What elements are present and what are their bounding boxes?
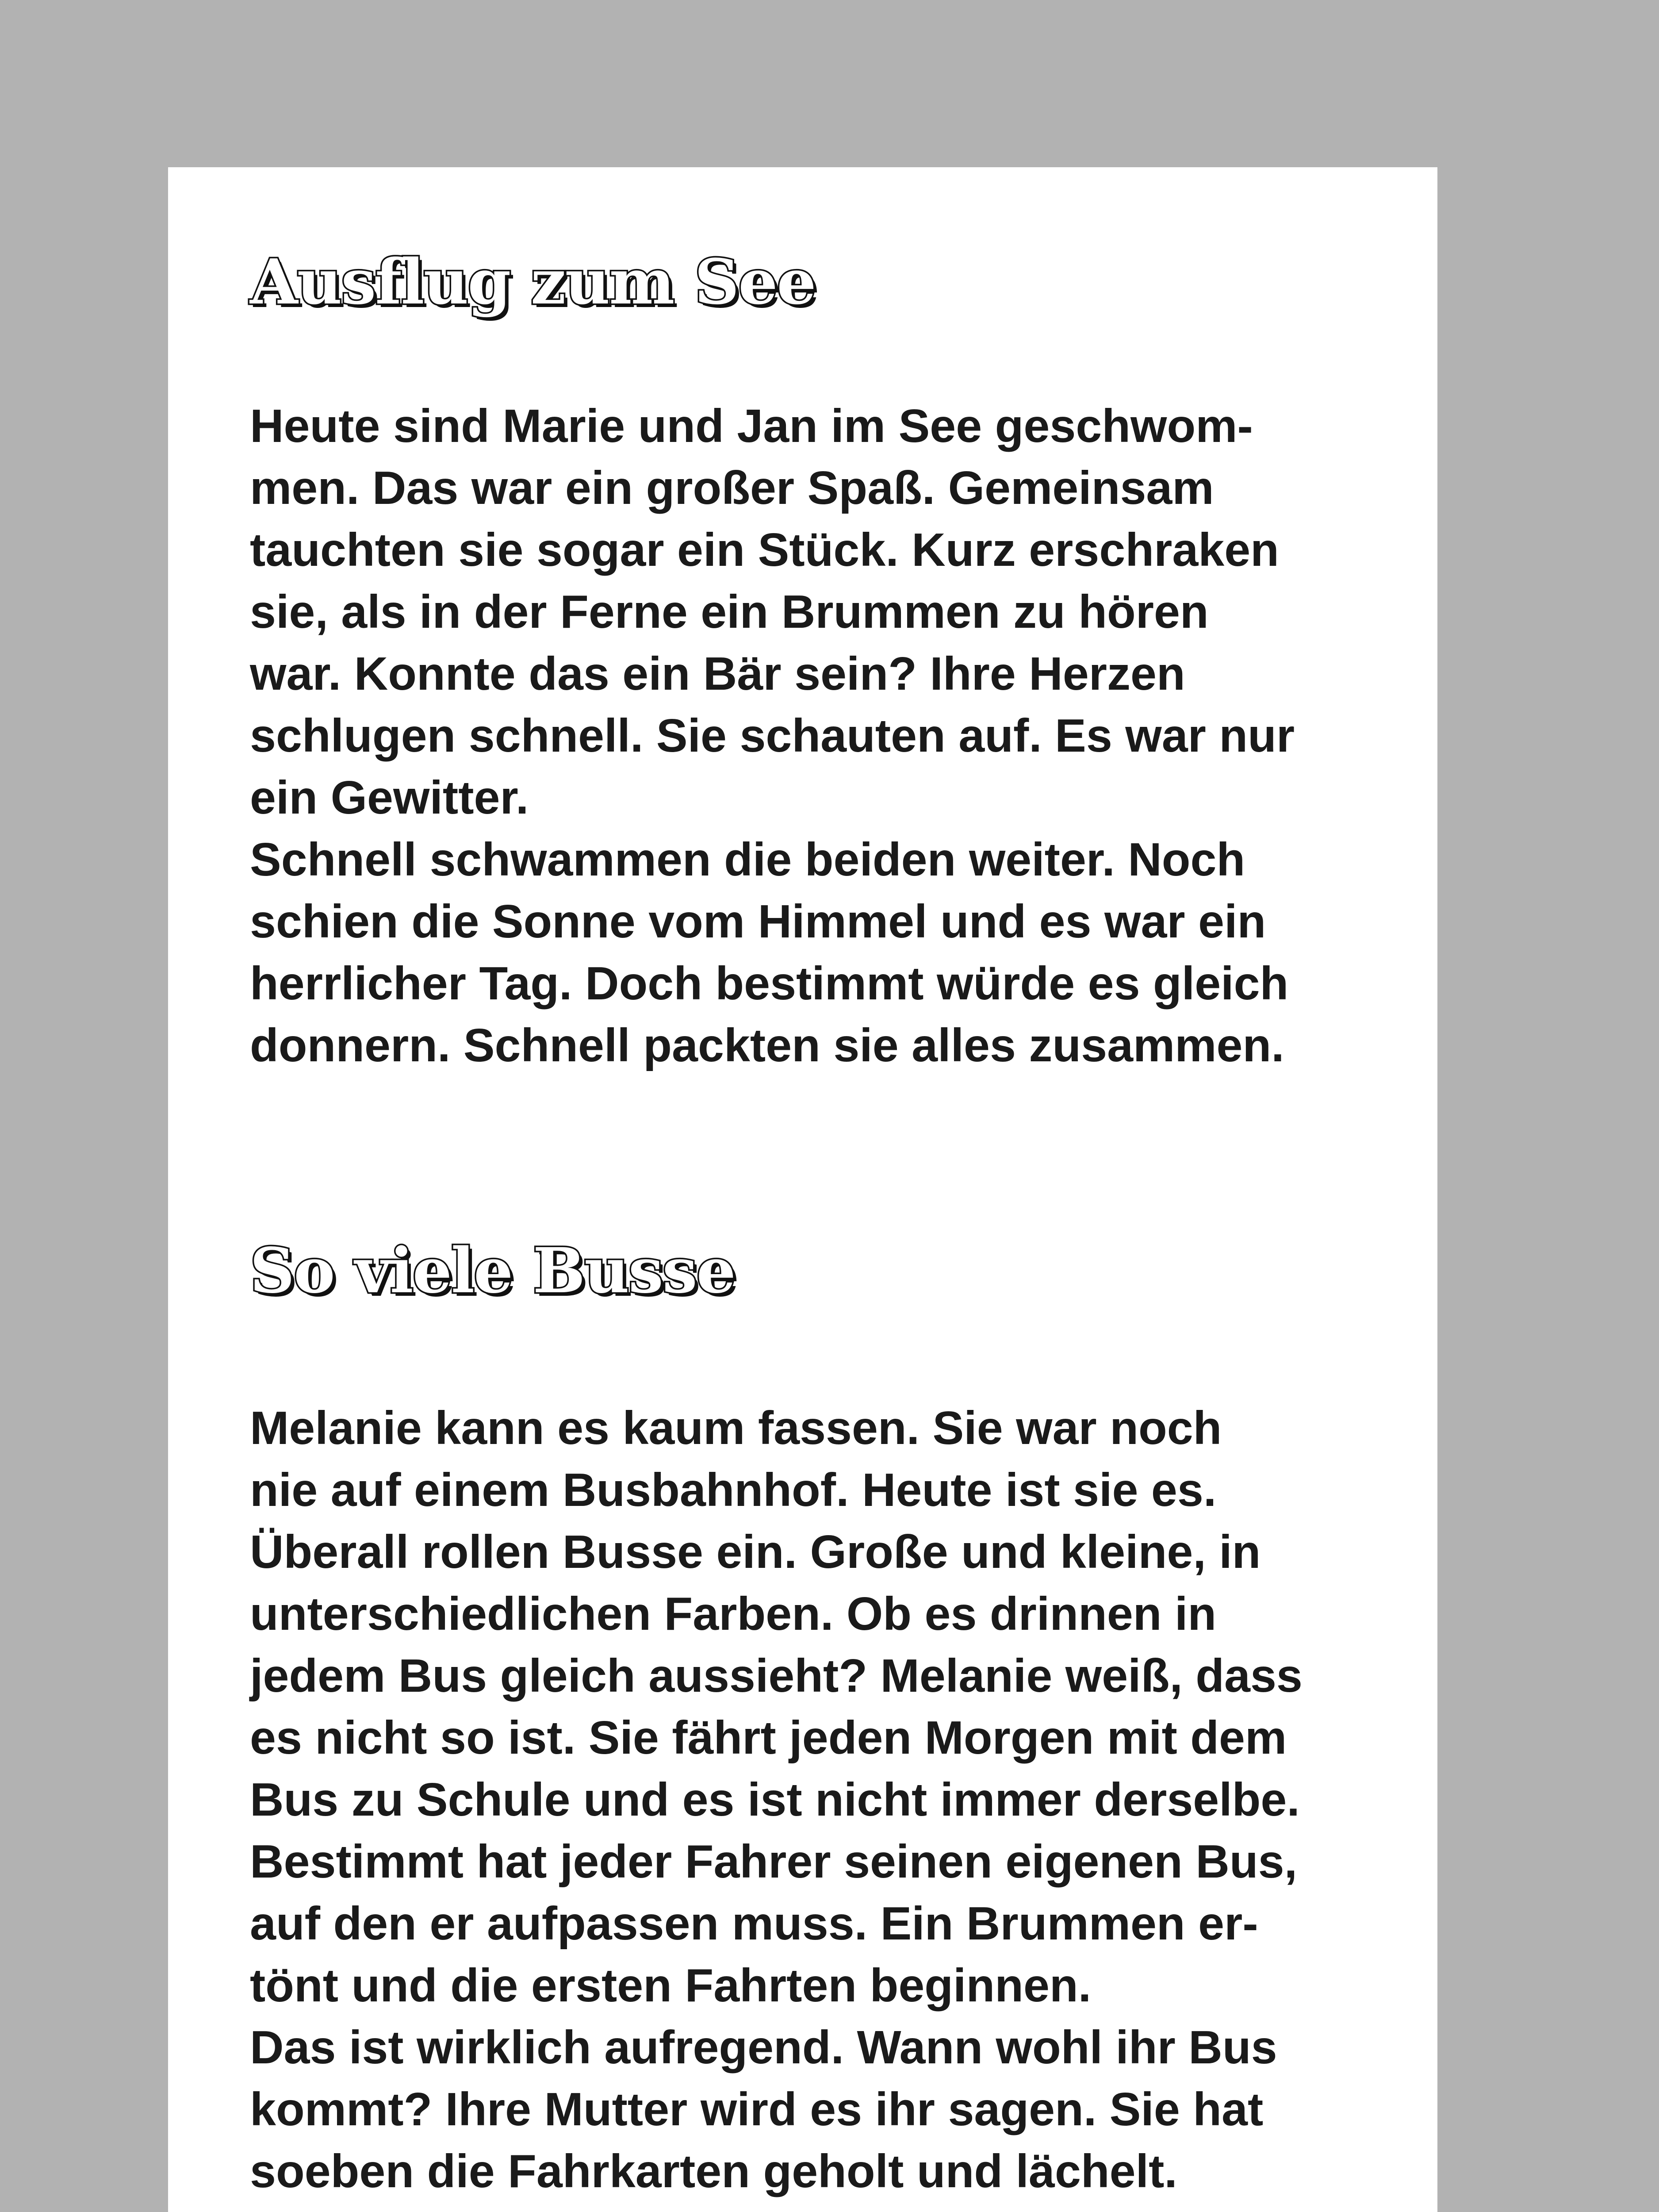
story-body xyxy=(250,1397,1382,2202)
text-line: es nicht so ist. Sie fährt jeden Morgen mit dem xyxy=(250,1712,1287,1764)
story-ausflug-zum-see xyxy=(250,246,1382,1076)
text-line: jedem Bus gleich aussieht? Melanie weiß, dass xyxy=(250,1650,1303,1702)
text-line: ein Gewitter. xyxy=(250,772,529,824)
text-line: Bus zu Schule und es ist nicht immer derselbe. xyxy=(250,1774,1300,1826)
text-line: Melanie kann es kaum fassen. Sie war noch xyxy=(250,1402,1222,1454)
text-line: kommt? Ihre Mutter wird es ihr sagen. Sie hat xyxy=(250,2083,1264,2135)
text-line: Bestimmt hat jeder Fahrer seinen eigenen Bus, xyxy=(250,1836,1298,1888)
text-line: tauchten sie sogar ein Stück. Kurz erschraken xyxy=(250,524,1279,576)
story-title: Ausflug zum See xyxy=(250,246,816,319)
text-line: donnern. Schnell packten sie alles zusammen. xyxy=(250,1019,1284,1071)
text-line: soeben die Fahrkarten geholt und lächelt. xyxy=(250,2145,1177,2197)
text-line: herrlicher Tag. Doch bestimmt würde es gleich xyxy=(250,957,1289,1010)
text-line: nie auf einem Busbahnhof. Heute ist sie es. xyxy=(250,1464,1217,1516)
book-page xyxy=(168,167,1437,2212)
text-line: schlugen schnell. Sie schauten auf. Es war nur xyxy=(250,710,1295,762)
text-line: Schnell schwammen die beiden weiter. Noch xyxy=(250,833,1245,886)
text-line: sie, als in der Ferne ein Brummen zu hören xyxy=(250,586,1209,638)
text-line: schien die Sonne vom Himmel und es war ein xyxy=(250,895,1266,948)
text-line: men. Das war ein großer Spaß. Gemeinsam xyxy=(250,462,1214,514)
story-so-viele-busse xyxy=(250,1235,1382,2202)
text-line: Das ist wirklich aufregend. Wann wohl ihr Bus xyxy=(250,2021,1277,2074)
story-body xyxy=(250,395,1382,1076)
text-line: Heute sind Marie und Jan im See geschwom- xyxy=(250,400,1253,452)
text-line: unterschiedlichen Farben. Ob es drinnen in xyxy=(250,1588,1217,1640)
text-line: Überall rollen Busse ein. Große und kleine, in xyxy=(250,1526,1261,1578)
text-line: auf den er aufpassen muss. Ein Brummen er- xyxy=(250,1897,1258,1950)
story-title: So viele Busse xyxy=(250,1235,735,1307)
text-line: war. Konnte das ein Bär sein? Ihre Herzen xyxy=(250,648,1185,700)
text-line: tönt und die ersten Fahrten beginnen. xyxy=(250,1959,1092,2012)
